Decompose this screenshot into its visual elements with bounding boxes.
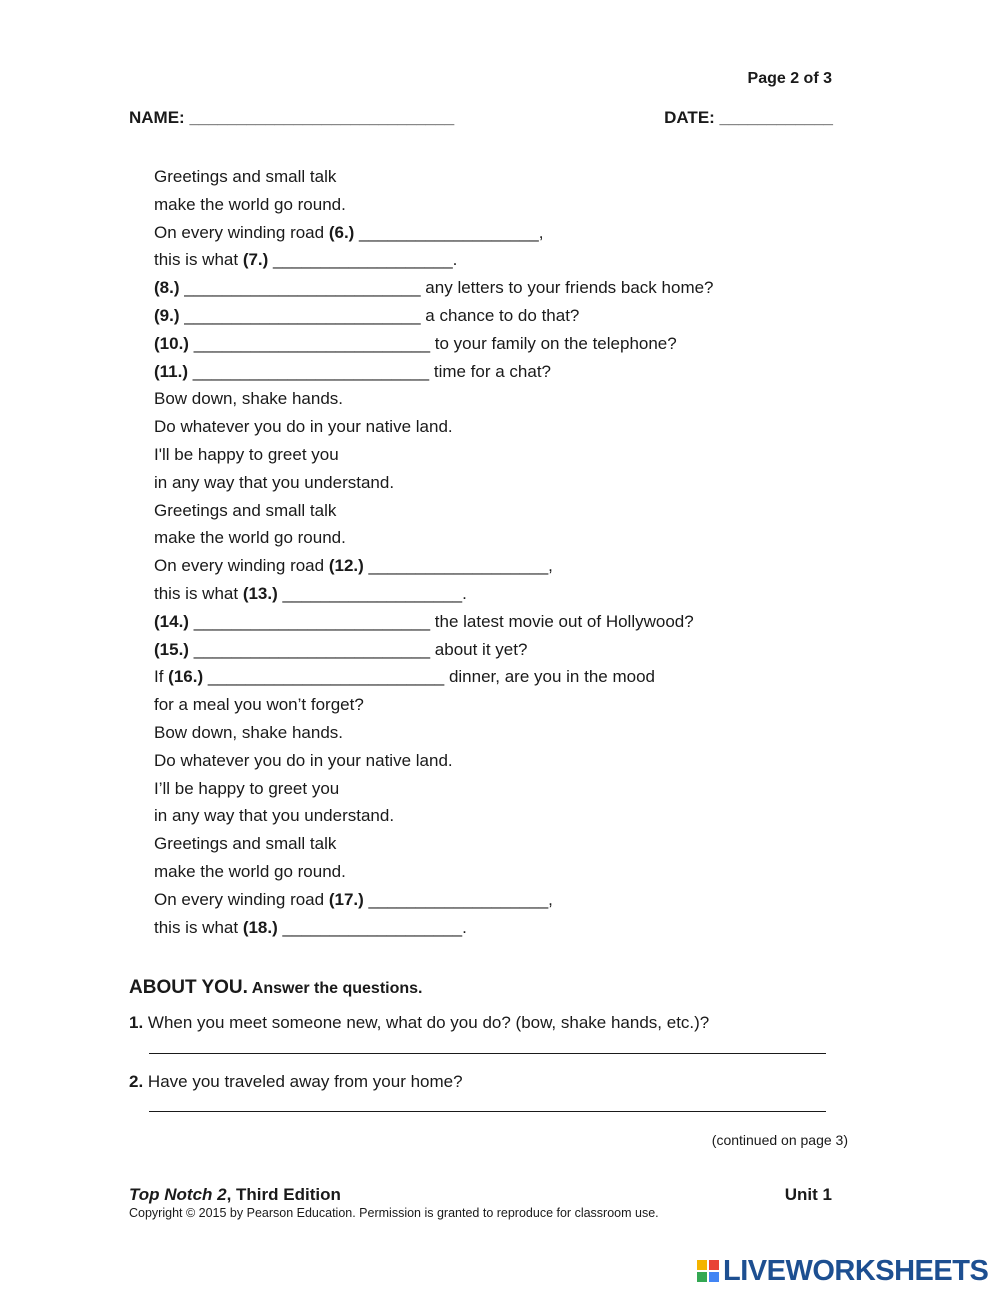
lyric-line [154,691,714,719]
lyric-text: make the world go round. [154,194,346,214]
blank-number: (17.) [328,889,364,909]
lyric-line [154,775,714,803]
question-number: 2. [129,1072,144,1091]
about-you-title: ABOUT YOU. [129,977,248,998]
lyric-line [154,524,714,552]
lyric-text: for a meal you won’t forget? [154,695,364,715]
lyric-text: I'll be happy to greet you [154,444,339,464]
logo-blocks-icon [697,1260,719,1282]
lyric-text: _________________________ about it yet? [188,639,528,659]
lyric-line [154,636,714,664]
lyric-line [154,747,714,775]
logo-block [709,1260,719,1270]
lyric-text: _________________________ any letters to your friends back home? [179,278,714,298]
name-field-label[interactable]: NAME: ____________________________ [129,108,455,127]
lyric-text: _________________________ a chance to do that? [179,305,580,325]
copyright-notice: Copyright © 2015 by Pearson Education. Permission is granted to reproduce for classroom use. [129,1206,659,1220]
lyric-text: Greetings and small talk [154,167,337,186]
song-lyrics [154,163,714,941]
blank-number: (10.) [154,333,189,353]
footer-book-title [129,1185,341,1205]
lyric-line [154,914,714,942]
blank-number: (15.) [154,639,189,659]
blank-number: (8.) [154,278,180,298]
lyric-text: this is what [154,583,243,603]
question-1 [129,1013,709,1033]
lyric-line [154,886,714,914]
lyric-line [154,469,714,497]
question-text: When you meet someone new, what do you do? (bow, shake hands, etc.)? [143,1013,710,1032]
logo-block [697,1260,707,1270]
lyric-line [154,330,714,358]
lyric-text: If [154,667,169,687]
blank-number: (12.) [328,556,364,576]
lyric-line [154,163,714,191]
lyric-line [154,441,714,469]
lyric-line [154,385,714,413]
lyric-text: make the world go round. [154,528,346,548]
blank-number: (9.) [154,305,180,325]
lyric-text: this is what [154,250,243,270]
lyric-text: make the world go round. [154,861,346,881]
lyric-text: _________________________ the latest movie out of Hollywood? [188,611,694,631]
lyric-text: Bow down, shake hands. [154,722,344,742]
lyric-text: _________________________ to your family on the telephone? [188,333,677,353]
lyric-text: On every winding road [154,222,329,242]
lyric-line [154,413,714,441]
lyric-text: _________________________ time for a chat? [188,361,552,381]
liveworksheets-logo [697,1256,988,1286]
lyric-text: On every winding road [154,889,329,909]
page-number: Page 2 of 3 [747,70,832,87]
lyric-text: ___________________, [363,889,553,909]
lyric-text: Bow down, shake hands. [154,389,344,409]
answer-line-2[interactable] [149,1111,826,1112]
blank-number: (6.) [328,222,355,242]
lyric-text: _________________________ dinner, are you in the mood [203,667,655,687]
lyric-text: I’ll be happy to greet you [154,778,340,798]
blank-number: (16.) [168,667,204,687]
lyric-text: ___________________. [277,583,467,603]
lyric-line [154,580,714,608]
logo-block [709,1272,719,1282]
lyric-text: ___________________. [268,250,458,270]
lyric-line [154,663,714,691]
blank-number: (7.) [242,250,269,270]
lyric-text: ___________________. [277,917,467,937]
question-2 [129,1072,463,1092]
lyric-text: ___________________, [354,222,544,242]
lyric-line [154,608,714,636]
lyric-text: in any way that you understand. [154,806,395,826]
lyric-line [154,274,714,302]
lyric-line [154,497,714,525]
lyric-text: Greetings and small talk [154,834,337,854]
lyric-line [154,191,714,219]
question-text: Have you traveled away from your home? [143,1072,463,1091]
lyric-line [154,830,714,858]
blank-number: (14.) [154,611,189,631]
book-edition: , Third Edition [226,1185,341,1204]
logo-text: LIVEWORKSHEETS [723,1254,989,1287]
lyric-line [154,552,714,580]
lyric-text: On every winding road [154,556,329,576]
lyric-line [154,802,714,830]
lyric-line [154,358,714,386]
lyric-line [154,302,714,330]
lyric-text: in any way that you understand. [154,472,395,492]
lyric-text: Do whatever you do in your native land. [154,750,453,770]
about-you-heading [129,977,422,999]
footer-unit: Unit 1 [784,1185,832,1204]
blank-number: (13.) [242,583,278,603]
lyric-line [154,719,714,747]
question-number: 1. [129,1013,144,1032]
blank-number: (11.) [154,361,189,381]
date-field-label[interactable]: DATE: ____________ [664,108,833,127]
lyric-line [154,219,714,247]
lyric-text: ___________________, [363,556,553,576]
answer-line-1[interactable] [149,1053,826,1054]
lyric-text: this is what [154,917,243,937]
lyric-text: Greetings and small talk [154,500,337,520]
logo-block [697,1272,707,1282]
continued-note: (continued on page 3) [711,1132,848,1148]
lyric-line [154,858,714,886]
lyric-line [154,246,714,274]
blank-number: (18.) [242,917,278,937]
book-title: Top Notch 2 [129,1185,227,1204]
about-you-instruction: Answer the questions. [247,980,423,997]
lyric-text: Do whatever you do in your native land. [154,417,453,437]
